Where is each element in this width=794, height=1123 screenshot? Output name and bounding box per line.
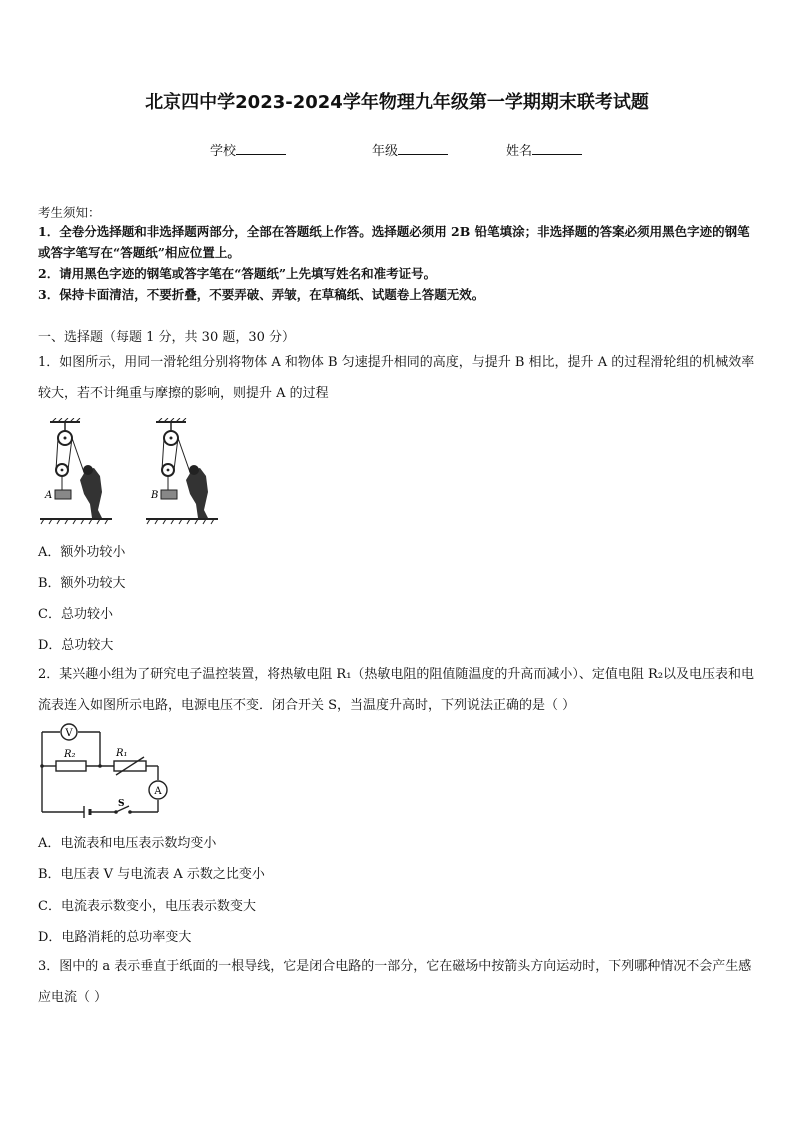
school-label: 学校 bbox=[210, 144, 237, 159]
notice-heading: 考生须知： bbox=[38, 205, 101, 220]
question-1-stem: 1．如图所示，用同一滑轮组分别将物体 A 和物体 B 匀速提升相同的高度，与提升 B 相比，提升 A 的过程滑轮组的机械效率较大，若不计绳重与摩擦的影响，则提升 A 的过程 bbox=[38, 355, 755, 401]
school-field bbox=[210, 140, 286, 159]
grade-field bbox=[372, 140, 448, 159]
voltmeter-label: V bbox=[65, 728, 73, 739]
section-heading: 一、选择题（每题 1 分，共 30 题，30 分） bbox=[38, 330, 296, 345]
label-a: A bbox=[45, 490, 53, 501]
notice-item-1: 1．全卷分选择题和非选择题两部分，全部在答题纸上作答。选择题必须用 2B 铅笔填涂；非选择题的答案必须用黑色字迹的钢笔或答字笔写在“答题纸”相应位置上。 bbox=[38, 224, 750, 260]
pulley-setup-b bbox=[146, 418, 218, 524]
ammeter-label: A bbox=[154, 786, 162, 797]
q1-option-d: D．总功较大 bbox=[38, 638, 114, 653]
label-b: B bbox=[151, 490, 159, 501]
circuit-diagram bbox=[38, 722, 174, 818]
name-label: 姓名 bbox=[506, 144, 533, 159]
pulley-figure bbox=[40, 418, 230, 526]
question-3-stem: 3．图中的 a 表示垂直于纸面的一根导线，它是闭合电路的一部分，它在磁场中按箭头方向运动时，下列哪种情况不会产生感应电流（ ） bbox=[38, 959, 752, 1005]
q2-option-b: B．电压表 V 与电流表 A 示数之比变小 bbox=[38, 867, 265, 882]
grade-label: 年级 bbox=[372, 144, 399, 159]
pulley-setup-a bbox=[40, 418, 112, 524]
q1-option-b: B．额外功较大 bbox=[38, 576, 126, 591]
name-field bbox=[506, 140, 582, 159]
notice-item-3: 3．保持卡面清洁，不要折叠，不要弄破、弄皱，在草稿纸、试题卷上答题无效。 bbox=[38, 287, 485, 302]
q2-option-d: D．电路消耗的总功率变大 bbox=[38, 930, 192, 945]
switch-label: S bbox=[118, 799, 125, 809]
resistor-r2 bbox=[56, 761, 86, 771]
name-blank bbox=[532, 142, 582, 155]
notice-item-2: 2．请用黑色字迹的钢笔或答字笔在“答题纸”上先填写姓名和准考证号。 bbox=[38, 266, 437, 281]
r2-label: R₂ bbox=[64, 749, 76, 760]
school-blank bbox=[236, 142, 286, 155]
question-2-stem: 2．某兴趣小组为了研究电子温控装置，将热敏电阻 R₁（热敏电阻的阻值随温度的升高而减小）、定值电阻 R₂以及电压表和电流表连入如图所示电路，电源电压不变．闭合开关 S，当温度升高时，下列说法正确的是（ ） bbox=[38, 667, 755, 713]
q1-option-a: A．额外功较小 bbox=[38, 545, 126, 560]
q2-option-c: C．电流表示数变小，电压表示数变大 bbox=[38, 899, 256, 914]
q1-option-c: C．总功较小 bbox=[38, 607, 113, 622]
grade-blank bbox=[398, 142, 448, 155]
r1-label: R₁ bbox=[116, 748, 128, 759]
q2-option-a: A．电流表和电压表示数均变小 bbox=[38, 836, 217, 851]
exam-title: 北京四中学2023-2024学年物理九年级第一学期期末联考试题 bbox=[145, 92, 649, 113]
